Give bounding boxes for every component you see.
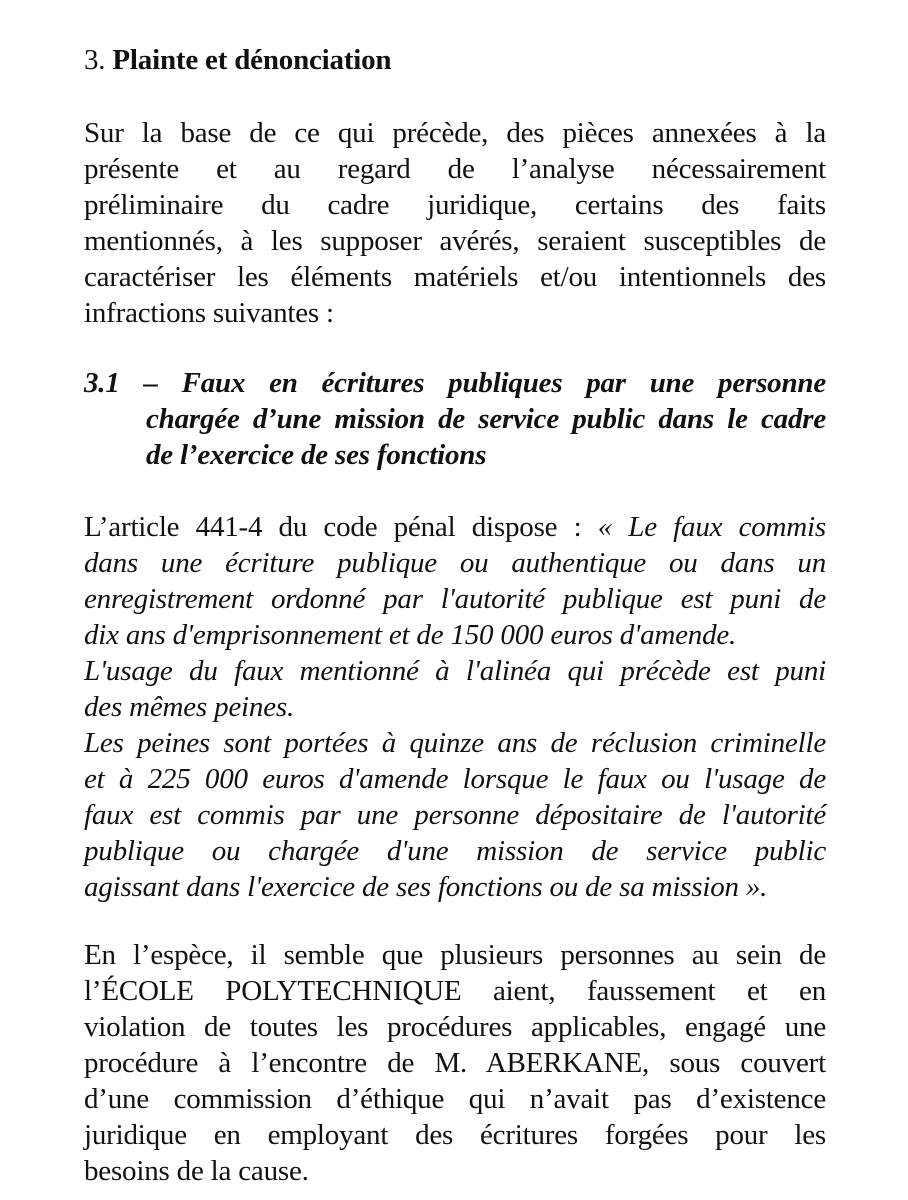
quote-line: et à 225 000 euros d'amende lorsque le faux ou l'usage de (84, 763, 826, 795)
subsection-number: 3.1 (84, 367, 120, 399)
paragraph-line: d’une commission d’éthique qui n’avait pas d’existence (84, 1083, 826, 1115)
paragraph-line: juridique en employant des écritures forgées pour les (84, 1119, 826, 1151)
paragraph-line: préliminaire du cadre juridique, certains des faits (84, 189, 826, 221)
quote-line: L'usage du faux mentionné à l'alinéa qui précède est puni (84, 655, 826, 687)
paragraph-line: infractions suivantes : (84, 297, 334, 329)
subsection-title-part: de l’exercice de ses fonctions (146, 439, 487, 471)
quote-text: « Le faux commis (597, 511, 826, 543)
quote-line: enregistrement ordonné par l'autorité publique est puni de (84, 583, 826, 615)
paragraph-line: présente et au regard de l’analyse nécessairement (84, 153, 826, 185)
article-reference: L’article 441-4 du code pénal dispose : (84, 511, 598, 543)
paragraph-line: Sur la base de ce qui précède, des pièces annexées à la (84, 117, 826, 149)
section-title: Plainte et dénonciation (112, 44, 392, 76)
quote-line: agissant dans l'exercice de ses fonctions ou de sa mission ». (84, 871, 768, 903)
paragraph-line: procédure à l’encontre de M. ABERKANE, sous couvert (84, 1047, 826, 1079)
quote-line: Les peines sont portées à quinze ans de réclusion criminelle (84, 727, 826, 759)
quote-line: des mêmes peines. (84, 691, 295, 723)
paragraph-line: mentionnés, à les supposer avérés, seraient susceptibles de (84, 225, 826, 257)
quote-line: dix ans d'emprisonnement et de 150 000 euros d'amende. (84, 619, 737, 651)
quote-line: dans une écriture publique ou authentique ou dans un (84, 547, 826, 579)
section-heading (84, 42, 826, 78)
subsection-title-part: chargée d’une mission de service public dans le cadre (146, 403, 826, 435)
subsection-title-part: Faux en écritures publiques par une personne (181, 367, 826, 399)
subsection-heading-line (84, 365, 826, 401)
paragraph-line: caractériser les éléments matériels et/ou intentionnels des (84, 261, 826, 293)
quote-line: faux est commis par une personne dépositaire de l'autorité (84, 799, 826, 831)
paragraph-line: violation de toutes les procédures applicables, engagé une (84, 1011, 826, 1043)
subsection-dash: – (143, 367, 158, 399)
paragraph-line: En l’espèce, il semble que plusieurs personnes au sein de (84, 939, 826, 971)
quote-line: publique ou chargée d'une mission de service public (84, 835, 826, 867)
article-intro-line (84, 509, 826, 545)
section-number: 3. (84, 44, 106, 76)
paragraph-line: l’ÉCOLE POLYTECHNIQUE aient, faussement et en (84, 975, 826, 1007)
paragraph-line: besoins de la cause. (84, 1155, 309, 1187)
